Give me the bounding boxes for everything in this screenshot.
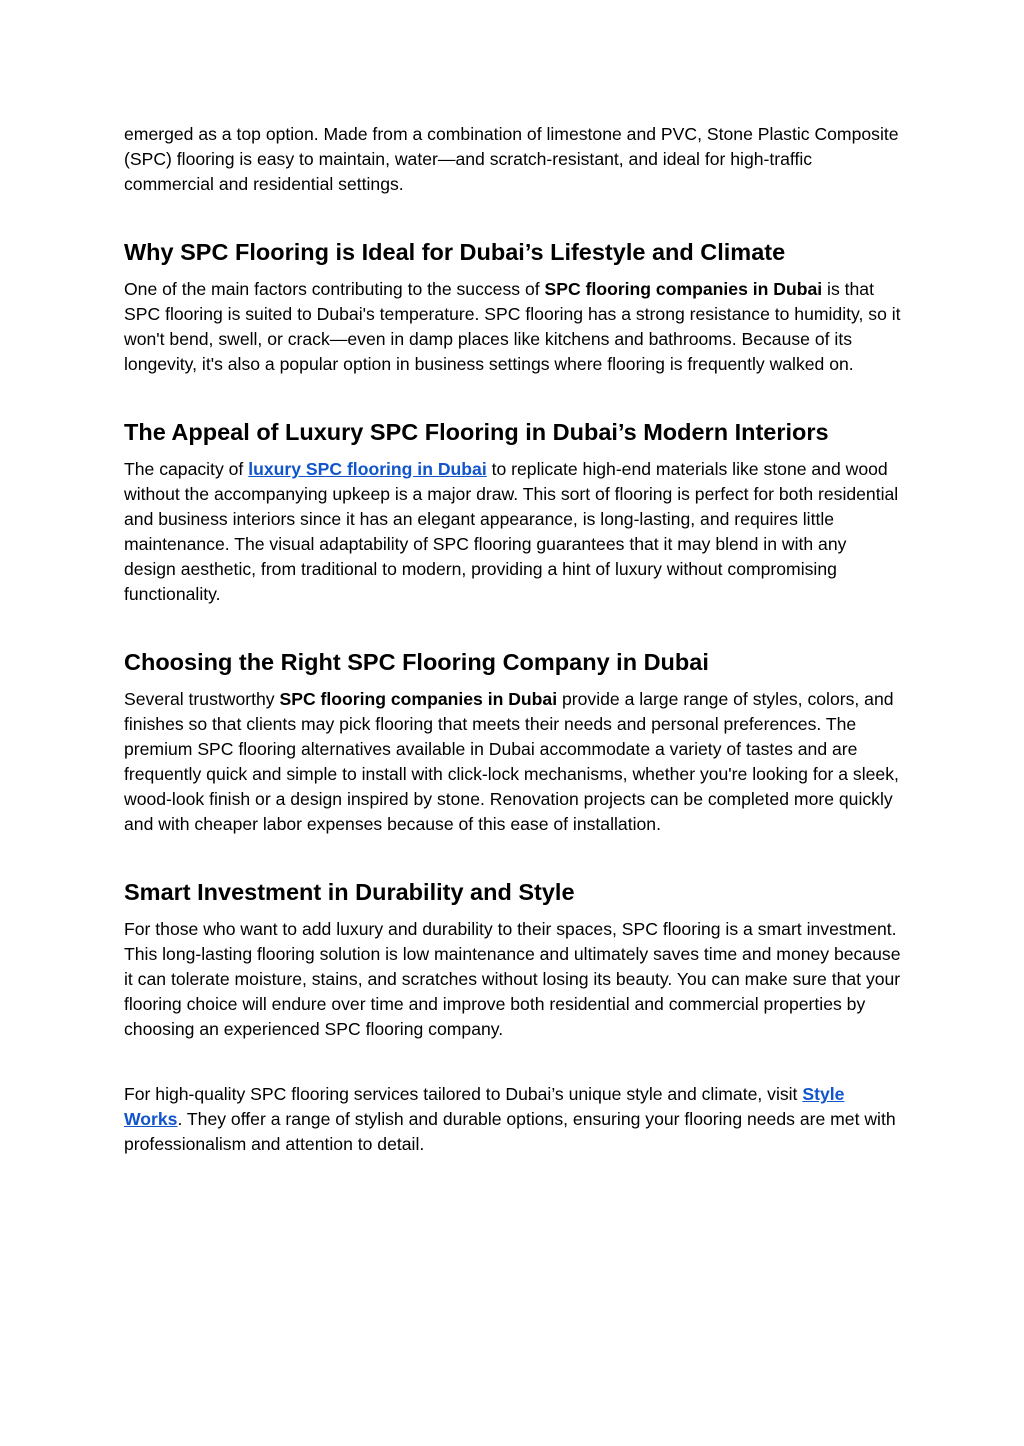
section-heading: Why SPC Flooring is Ideal for Dubai’s Lifestyle and Climate [124, 239, 786, 265]
paragraph-text: For high-quality SPC flooring services tailored to Dubai’s unique style and climate, visit [124, 1084, 803, 1104]
section-heading: Smart Investment in Durability and Style [124, 879, 575, 905]
section-smart-investment [124, 877, 902, 1042]
paragraph-text: The capacity of [124, 459, 249, 479]
paragraph-text: One of the main factors contributing to the success of [124, 279, 545, 299]
intro-paragraph: emerged as a top option. Made from a combination of limestone and PVC, Stone Plastic Composite (SPC) flooring is easy to maintain, water—and scratch-resistant, and ideal for high-traffic commercial and residential settings. [124, 124, 899, 194]
paragraph-text: . They offer a range of stylish and durable options, ensuring your flooring needs are met with professionalism and attention to detail. [124, 1109, 896, 1154]
bold-keyword: SPC flooring companies in Dubai [279, 689, 558, 709]
section-why-spc [124, 237, 902, 377]
section-paragraph [124, 277, 902, 377]
paragraph-text: to replicate high-end materials like stone and wood without the accompanying upkeep is a major draw. This sort of flooring is perfect for both residential and business interiors since it has an elegant appearance, is long-lasting, and requires little maintenance. The visual adaptability of SPC flooring guarantees that it may blend in with any design aesthetic, from traditional to modern, providing a hint of luxury without compromising functionality. [124, 459, 899, 604]
section-heading: The Appeal of Luxury SPC Flooring in Dubai’s Modern Interiors [124, 419, 829, 445]
paragraph-text: is that SPC flooring is suited to Dubai's temperature. SPC flooring has a strong resistance to humidity, so it won't bend, swell, or crack—even in damp places like kitchens and bathrooms. Because of its longevity, it's also a popular option in business settings where flooring is frequently walked on. [124, 279, 901, 374]
closing-paragraph [124, 1082, 902, 1157]
section-paragraph [124, 457, 902, 607]
paragraph-text: Several trustworthy [124, 689, 280, 709]
style-works-link[interactable]: Style Works [124, 1084, 845, 1129]
section-paragraph [124, 687, 902, 837]
section-heading: Choosing the Right SPC Flooring Company in Dubai [124, 649, 709, 675]
document-page [124, 122, 902, 1157]
bold-keyword: SPC flooring companies in Dubai [544, 279, 823, 299]
luxury-spc-flooring-link[interactable]: luxury SPC flooring in Dubai [248, 459, 487, 479]
paragraph-text: provide a large range of styles, colors, and finishes so that clients may pick flooring that meets their needs and personal preferences. The premium SPC flooring alternatives available in Dubai accommodate a variety of tastes and are frequently quick and simple to install with click-lock mechanisms, whether you're looking for a sleek, wood-look finish or a design inspired by stone. Renovation projects can be completed more quickly and with cheaper labor expenses because of this ease of installation. [124, 689, 899, 834]
section-paragraph: For those who want to add luxury and durability to their spaces, SPC flooring is a smart investment. This long-lasting flooring solution is low maintenance and ultimately saves time and money because it can tolerate moisture, stains, and scratches without losing its beauty. You can make sure that your flooring choice will endure over time and improve both residential and commercial properties by choosing an experienced SPC flooring company. [124, 919, 901, 1039]
section-choosing-company [124, 647, 902, 837]
section-luxury-appeal [124, 417, 902, 607]
